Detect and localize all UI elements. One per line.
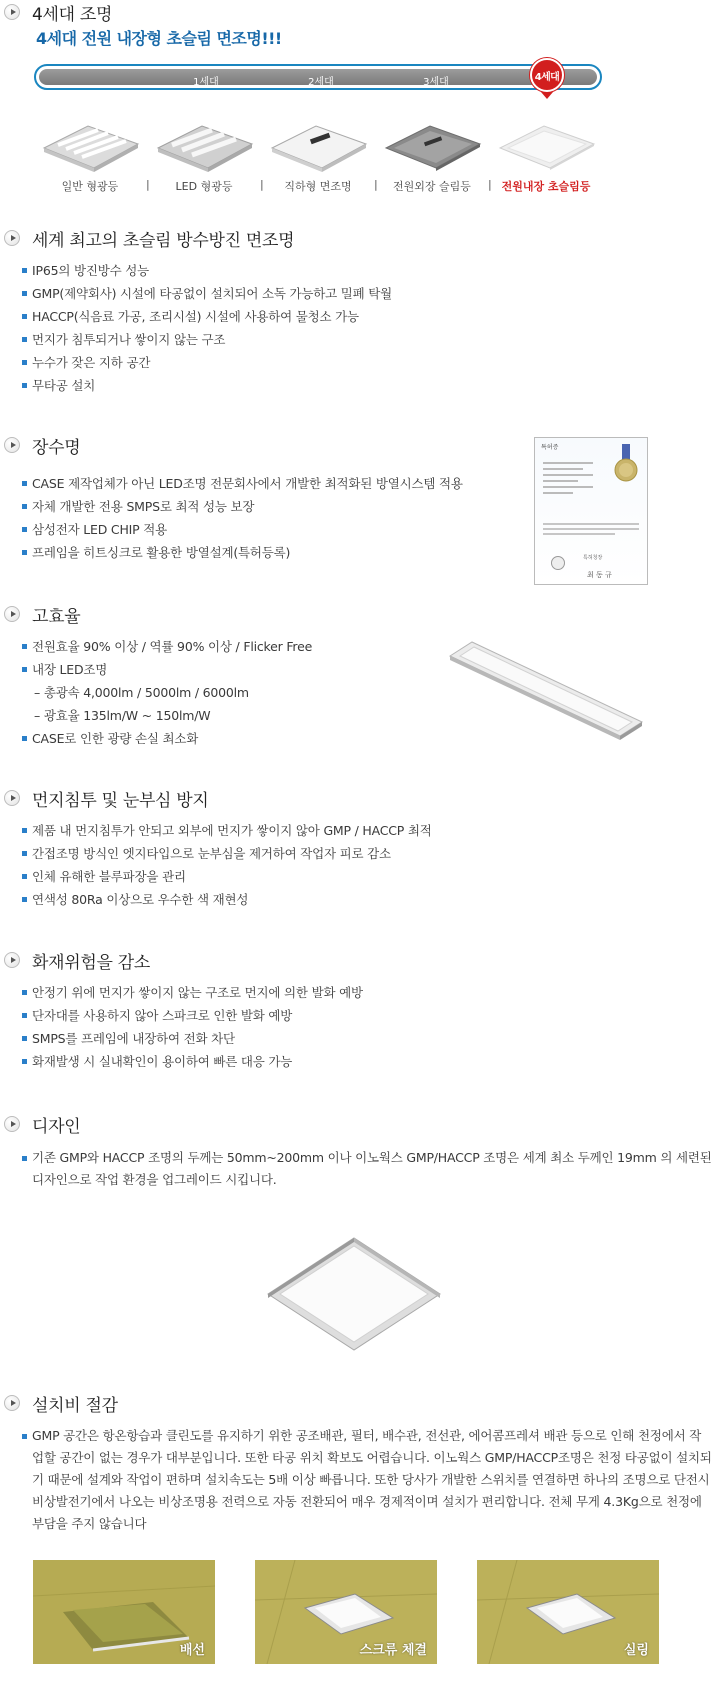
- section-header: [4, 602, 80, 626]
- certificate-heading: 특허증: [541, 444, 559, 451]
- certificate-text-lines: [543, 520, 639, 538]
- list-item: HACCP(식음료 가공, 조리시설) 시설에 사용하여 물청소 가능: [20, 305, 392, 328]
- emblem-icon: [551, 556, 565, 570]
- product-label: 직하형 면조명: [284, 180, 352, 193]
- product-label-active: 전원내장 초슬림등: [501, 180, 591, 193]
- feature-list: [20, 472, 463, 564]
- certificate-signature: 최 동 규: [587, 571, 612, 579]
- section-title: 설치비 절감: [32, 1395, 118, 1416]
- feature-list: [20, 259, 392, 397]
- section-header: [4, 948, 150, 972]
- section-header: [4, 786, 209, 810]
- arrow-bullet-icon: [4, 4, 20, 20]
- section-title: 디자인: [32, 1116, 81, 1137]
- list-item: GMP 공간은 항온항습과 클린도를 유지하기 위한 공조배관, 필터, 배수관, 전선관, 에어콤프레셔 배관 등으로 인해 천정에서 작업할 공간이 없는 경우가 대부분입니다. 또한 타공 위치 확보도 어렵습니다. 이노웍스 GMP/HACCP조명은 천정 타공없이 설치되기 때문에 설계와 작업이 편하며 설치속도는 5배 이상 빠릅니다. 또한 당사가 개발한 스위치를 연결하면 하나의 조명으로 단전시 비상발전기에서 나오는 비상조명용 전력으로 자동 전환되어 매우 경제적이며 설치가 편리합니다. 전체 무게 4.3Kg으로 천정에 부담을 주지 않습니다: [20, 1425, 712, 1535]
- arrow-bullet-icon: [4, 437, 20, 453]
- section-title: 장수명: [32, 437, 81, 458]
- list-item: CASE 제작업체가 아닌 LED조명 전문회사에서 개발한 최적화된 방열시스템 적용: [20, 472, 463, 495]
- section-header: [4, 433, 80, 457]
- sealing-photo: [477, 1560, 659, 1664]
- timeline-current-marker: [530, 58, 564, 92]
- fluorescent-troffer-image: [38, 118, 142, 174]
- list-item: 전원효율 90% 이상 / 역률 90% 이상 / Flicker Free: [20, 635, 312, 658]
- screw-fixing-photo: [255, 1560, 437, 1664]
- timeline-label: 1세대: [193, 77, 219, 88]
- marker-pointer-icon: [541, 92, 553, 99]
- divider: |: [488, 178, 492, 191]
- section-header: [4, 226, 294, 250]
- list-item: 먼지가 침투되거나 쌓이지 않는 구조: [20, 328, 392, 351]
- list-item: 누수가 잦은 지하 공간: [20, 351, 392, 374]
- product-label: LED 형광등: [175, 180, 233, 193]
- generation-timeline: [34, 64, 602, 90]
- wiring-photo: [33, 1560, 215, 1664]
- section-title: 화재위험을 감소: [32, 952, 150, 973]
- section-title: 고효율: [32, 606, 81, 627]
- arrow-bullet-icon: [4, 952, 20, 968]
- arrow-bullet-icon: [4, 1116, 20, 1132]
- feature-list: [20, 635, 312, 750]
- list-item: 삼성전자 LED CHIP 적용: [20, 518, 463, 541]
- led-troffer-image: [152, 118, 256, 174]
- list-subitem: – 총광속 4,000lm / 5000lm / 6000lm: [34, 685, 249, 700]
- list-item: SMPS를 프레임에 내장하여 전화 차단: [20, 1027, 363, 1050]
- list-item: IP65의 방진방수 성능: [20, 259, 392, 282]
- list-item: 무타공 설치: [20, 374, 392, 397]
- photo-caption: 실링: [623, 1643, 649, 1658]
- list-subitem: – 광효율 135lm/W ~ 150lm/W: [34, 708, 211, 723]
- section-title: 4세대 조명: [32, 4, 113, 25]
- list-item: 간접조명 방식인 엣지타입으로 눈부심을 제거하여 작업자 피로 감소: [20, 842, 432, 865]
- list-item: CASE로 인한 광량 손실 최소화: [20, 727, 312, 750]
- section-header: [4, 1112, 80, 1136]
- ultra-slim-panel-image: [494, 118, 598, 174]
- divider: |: [146, 178, 150, 191]
- feature-list: [20, 981, 363, 1073]
- divider: |: [374, 178, 378, 191]
- arrow-bullet-icon: [4, 790, 20, 806]
- patent-certificate: [534, 437, 648, 585]
- section-title: 먼지침투 및 눈부심 방지: [32, 790, 209, 811]
- list-item: 기존 GMP와 HACCP 조명의 두께는 50mm~200mm 이나 이노웍스 GMP/HACCP 조명은 세계 최소 두께인 19mm 의 세련된 디자인으로 작업 환경을 업그레이드 시킵니다.: [20, 1147, 712, 1191]
- arrow-bullet-icon: [4, 230, 20, 246]
- photo-caption: 배선: [179, 1643, 205, 1658]
- feature-paragraph: [20, 1425, 712, 1535]
- arrow-bullet-icon: [4, 606, 20, 622]
- feature-paragraph: [20, 1147, 712, 1191]
- list-item: 제품 내 먼지침투가 안되고 외부에 먼지가 쌓이지 않아 GMP / HACCP 최적: [20, 819, 432, 842]
- direct-panel-image: [266, 118, 370, 174]
- section-header: [4, 0, 112, 24]
- list-item: 인체 유해한 블루파장을 관리: [20, 865, 432, 888]
- linear-panel-image: [446, 636, 646, 748]
- timeline-label: 4세대: [534, 71, 560, 83]
- product-label: 전원외장 슬림등: [393, 180, 471, 193]
- list-item: 자체 개발한 전용 SMPS로 최적 성능 보장: [20, 495, 463, 518]
- divider: |: [260, 178, 264, 191]
- square-panel-image: [262, 1232, 446, 1352]
- arrow-bullet-icon: [4, 1395, 20, 1411]
- slim-panel-image: [380, 118, 484, 174]
- list-item: GMP(제약회사) 시설에 타공없이 설치되어 소독 가능하고 밀폐 탁월: [20, 282, 392, 305]
- timeline-label: 3세대: [423, 77, 449, 88]
- list-item: 화재발생 시 실내확인이 용이하여 빠른 대응 가능: [20, 1050, 363, 1073]
- section-title: 세계 최고의 초슬림 방수방진 면조명: [32, 230, 295, 251]
- list-item: 단자대를 사용하지 않아 스파크로 인한 발화 예방: [20, 1004, 363, 1027]
- seal-icon: [611, 444, 641, 484]
- list-item: 안정기 위에 먼지가 쌓이지 않는 구조로 먼지에 의한 발화 예방: [20, 981, 363, 1004]
- timeline-label: 2세대: [308, 77, 334, 88]
- feature-list: [20, 819, 432, 911]
- certificate-issuer: 특허청장: [583, 555, 603, 561]
- certificate-lines: [543, 458, 593, 498]
- product-label: 일반 형광등: [61, 180, 119, 193]
- section-subtitle: 4세대 전원 내장형 초슬림 면조명!!!: [36, 29, 282, 48]
- list-item: 프레임을 히트싱크로 활용한 방열설계(특허등록): [20, 541, 463, 564]
- list-item: 내장 LED조명: [20, 658, 312, 681]
- section-header: [4, 1391, 118, 1415]
- photo-caption: 스크류 체결: [359, 1643, 427, 1658]
- list-item: 연색성 80Ra 이상으로 우수한 색 재현성: [20, 888, 432, 911]
